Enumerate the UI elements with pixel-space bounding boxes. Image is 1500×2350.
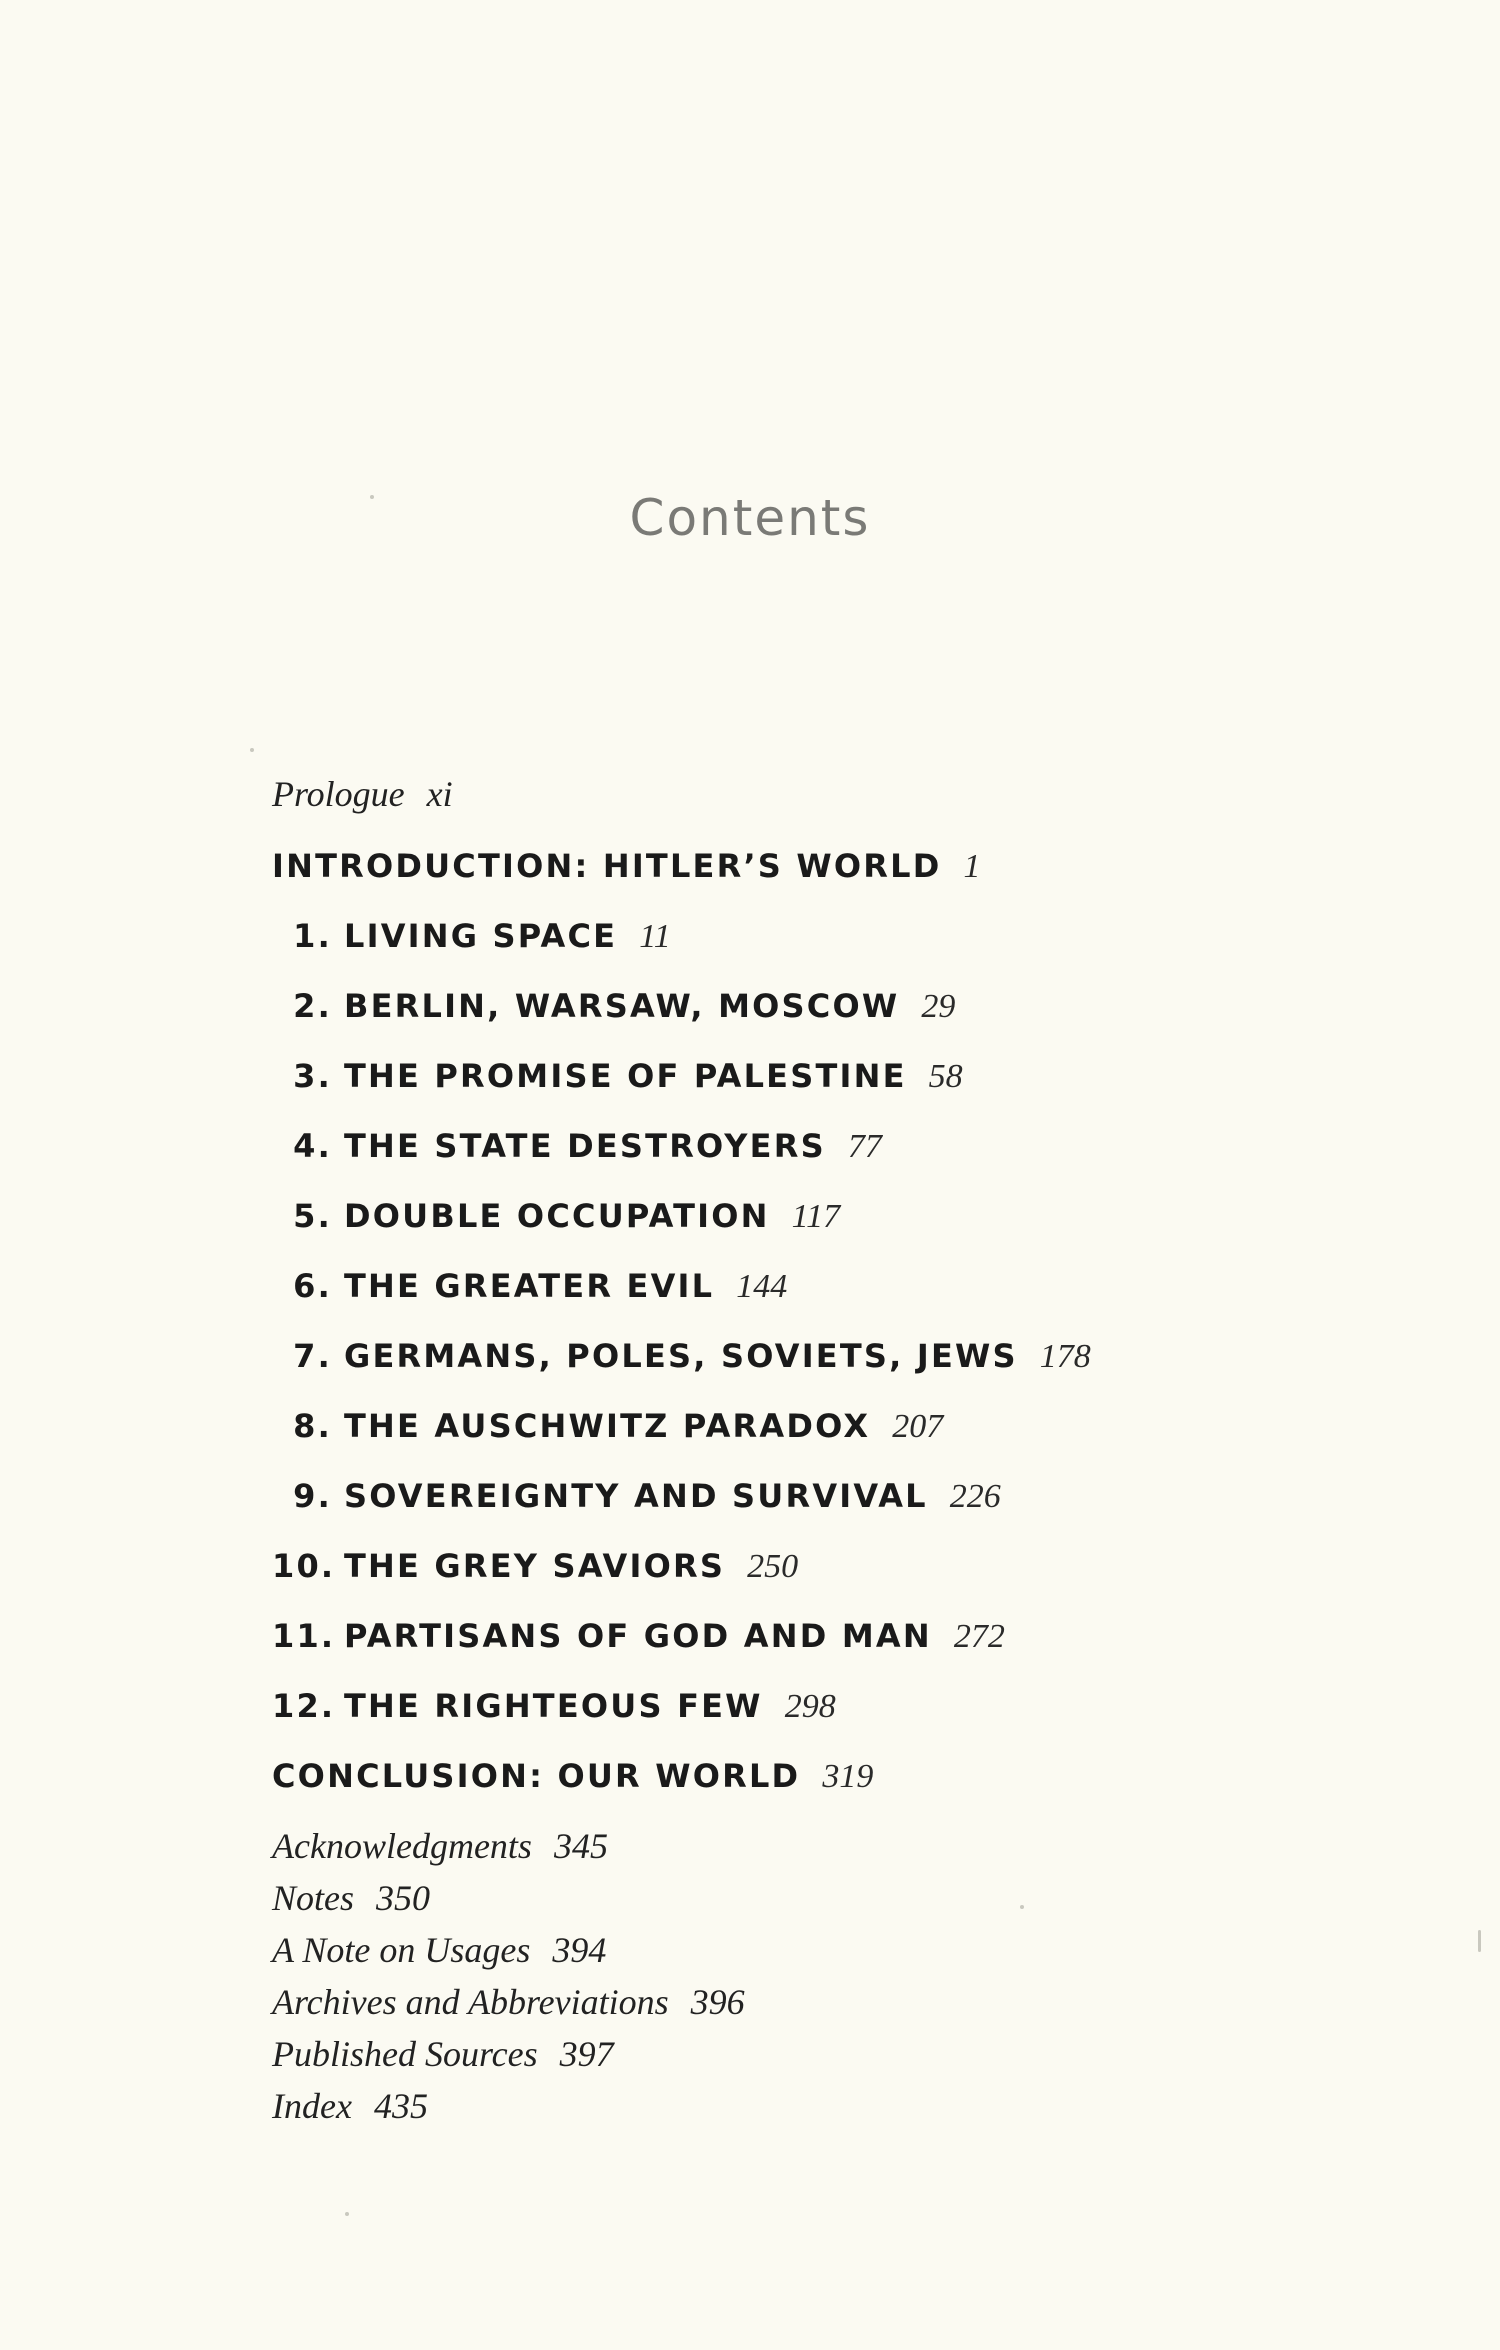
entry-page-number: 11 xyxy=(639,918,671,955)
chapter-number: 10. xyxy=(272,1547,336,1585)
entry-label: Notes xyxy=(272,1878,355,1918)
entry-page-number: 77 xyxy=(847,1128,882,1165)
entry-label: Prologue xyxy=(272,774,405,814)
chapter-number: 4. xyxy=(293,1127,332,1165)
chapter-title: DOUBLE OCCUPATION xyxy=(344,1197,770,1235)
toc-entry-chapter-1[interactable] xyxy=(272,916,671,957)
entry-page-number: xi xyxy=(426,774,453,814)
chapter-title: GERMANS, POLES, SOVIETS, JEWS xyxy=(344,1337,1018,1375)
entry-label: Index xyxy=(272,2086,352,2126)
chapter-title: SOVEREIGNTY AND SURVIVAL xyxy=(344,1477,928,1515)
chapter-number: 8. xyxy=(293,1407,332,1445)
chapter-number: 6. xyxy=(293,1267,332,1305)
toc-entry-acknowledgments[interactable] xyxy=(272,1824,608,1868)
toc-entry-introduction[interactable] xyxy=(272,846,981,887)
entry-page-number: 250 xyxy=(747,1548,799,1585)
toc-entry-prologue[interactable] xyxy=(272,772,453,816)
toc-entry-chapter-3[interactable] xyxy=(272,1056,963,1097)
entry-page-number: 435 xyxy=(373,2086,428,2126)
chapter-number: 9. xyxy=(293,1477,332,1515)
entry-page-number: 207 xyxy=(892,1408,944,1445)
entry-page-number: 178 xyxy=(1039,1338,1091,1375)
entry-page-number: 29 xyxy=(921,988,956,1025)
entry-page-number: 345 xyxy=(553,1826,608,1866)
paper-speck xyxy=(250,748,254,752)
entry-page-number: 272 xyxy=(953,1618,1005,1655)
chapter-number: 7. xyxy=(293,1337,332,1375)
entry-page-number: 350 xyxy=(376,1878,431,1918)
chapter-number: 5. xyxy=(293,1197,332,1235)
entry-page-number: 58 xyxy=(928,1058,963,1095)
entry-page-number: 397 xyxy=(559,2034,614,2074)
paper-speck xyxy=(1478,1930,1481,1952)
entry-page-number: 117 xyxy=(791,1198,841,1235)
toc-entry-chapter-6[interactable] xyxy=(272,1266,787,1307)
chapter-number: 1. xyxy=(293,917,332,955)
chapter-number: 3. xyxy=(293,1057,332,1095)
entry-page-number: 396 xyxy=(690,1982,745,2022)
entry-label: Archives and Abbreviations xyxy=(272,1982,669,2022)
chapter-number: 2. xyxy=(293,987,332,1025)
toc-entry-conclusion[interactable] xyxy=(272,1756,873,1797)
chapter-title: THE RIGHTEOUS FEW xyxy=(344,1687,763,1725)
toc-entry-notes[interactable] xyxy=(272,1876,430,1920)
chapter-title: THE STATE DESTROYERS xyxy=(344,1127,826,1165)
paper-speck xyxy=(345,2212,349,2216)
entry-page-number: 144 xyxy=(736,1268,788,1305)
chapter-title: LIVING SPACE xyxy=(344,917,618,955)
paper-speck xyxy=(1020,1905,1024,1909)
toc-entry-chapter-4[interactable] xyxy=(272,1126,882,1167)
toc-entry-chapter-10[interactable] xyxy=(272,1546,798,1587)
entry-page-number: 1 xyxy=(963,848,981,885)
chapter-number: 12. xyxy=(272,1687,336,1725)
entry-page-number: 226 xyxy=(949,1478,1001,1515)
entry-page-number: 319 xyxy=(822,1758,874,1795)
toc-entry-chapter-7[interactable] xyxy=(272,1336,1091,1377)
toc-entry-chapter-8[interactable] xyxy=(272,1406,943,1447)
toc-entry-chapter-11[interactable] xyxy=(272,1616,1005,1657)
entry-label: Acknowledgments xyxy=(272,1826,532,1866)
toc-entry-chapter-5[interactable] xyxy=(272,1196,840,1237)
toc-entry-chapter-12[interactable] xyxy=(272,1686,836,1727)
chapter-number: 11. xyxy=(272,1617,336,1655)
page-title: Contents xyxy=(629,489,871,547)
toc-entry-note-on-usages[interactable] xyxy=(272,1928,606,1972)
chapter-title: THE PROMISE OF PALESTINE xyxy=(344,1057,907,1095)
chapter-title: THE GREY SAVIORS xyxy=(344,1547,726,1585)
chapter-title: THE GREATER EVIL xyxy=(344,1267,715,1305)
chapter-title: BERLIN, WARSAW, MOSCOW xyxy=(344,987,900,1025)
entry-label: A Note on Usages xyxy=(272,1930,531,1970)
toc-entry-chapter-9[interactable] xyxy=(272,1476,1001,1517)
entry-label: CONCLUSION: OUR WORLD xyxy=(272,1757,801,1795)
entry-page-number: 298 xyxy=(784,1688,836,1725)
toc-entry-published-sources[interactable] xyxy=(272,2032,614,2076)
chapter-title: PARTISANS OF GOD AND MAN xyxy=(344,1617,932,1655)
toc-entry-index[interactable] xyxy=(272,2084,428,2128)
entry-label: INTRODUCTION: HITLER’S WORLD xyxy=(272,847,942,885)
toc-entry-chapter-2[interactable] xyxy=(272,986,955,1027)
entry-page-number: 394 xyxy=(552,1930,607,1970)
toc-entry-archives-and-abbreviations[interactable] xyxy=(272,1980,745,2024)
entry-label: Published Sources xyxy=(272,2034,538,2074)
chapter-title: THE AUSCHWITZ PARADOX xyxy=(344,1407,871,1445)
paper-speck xyxy=(370,495,374,499)
